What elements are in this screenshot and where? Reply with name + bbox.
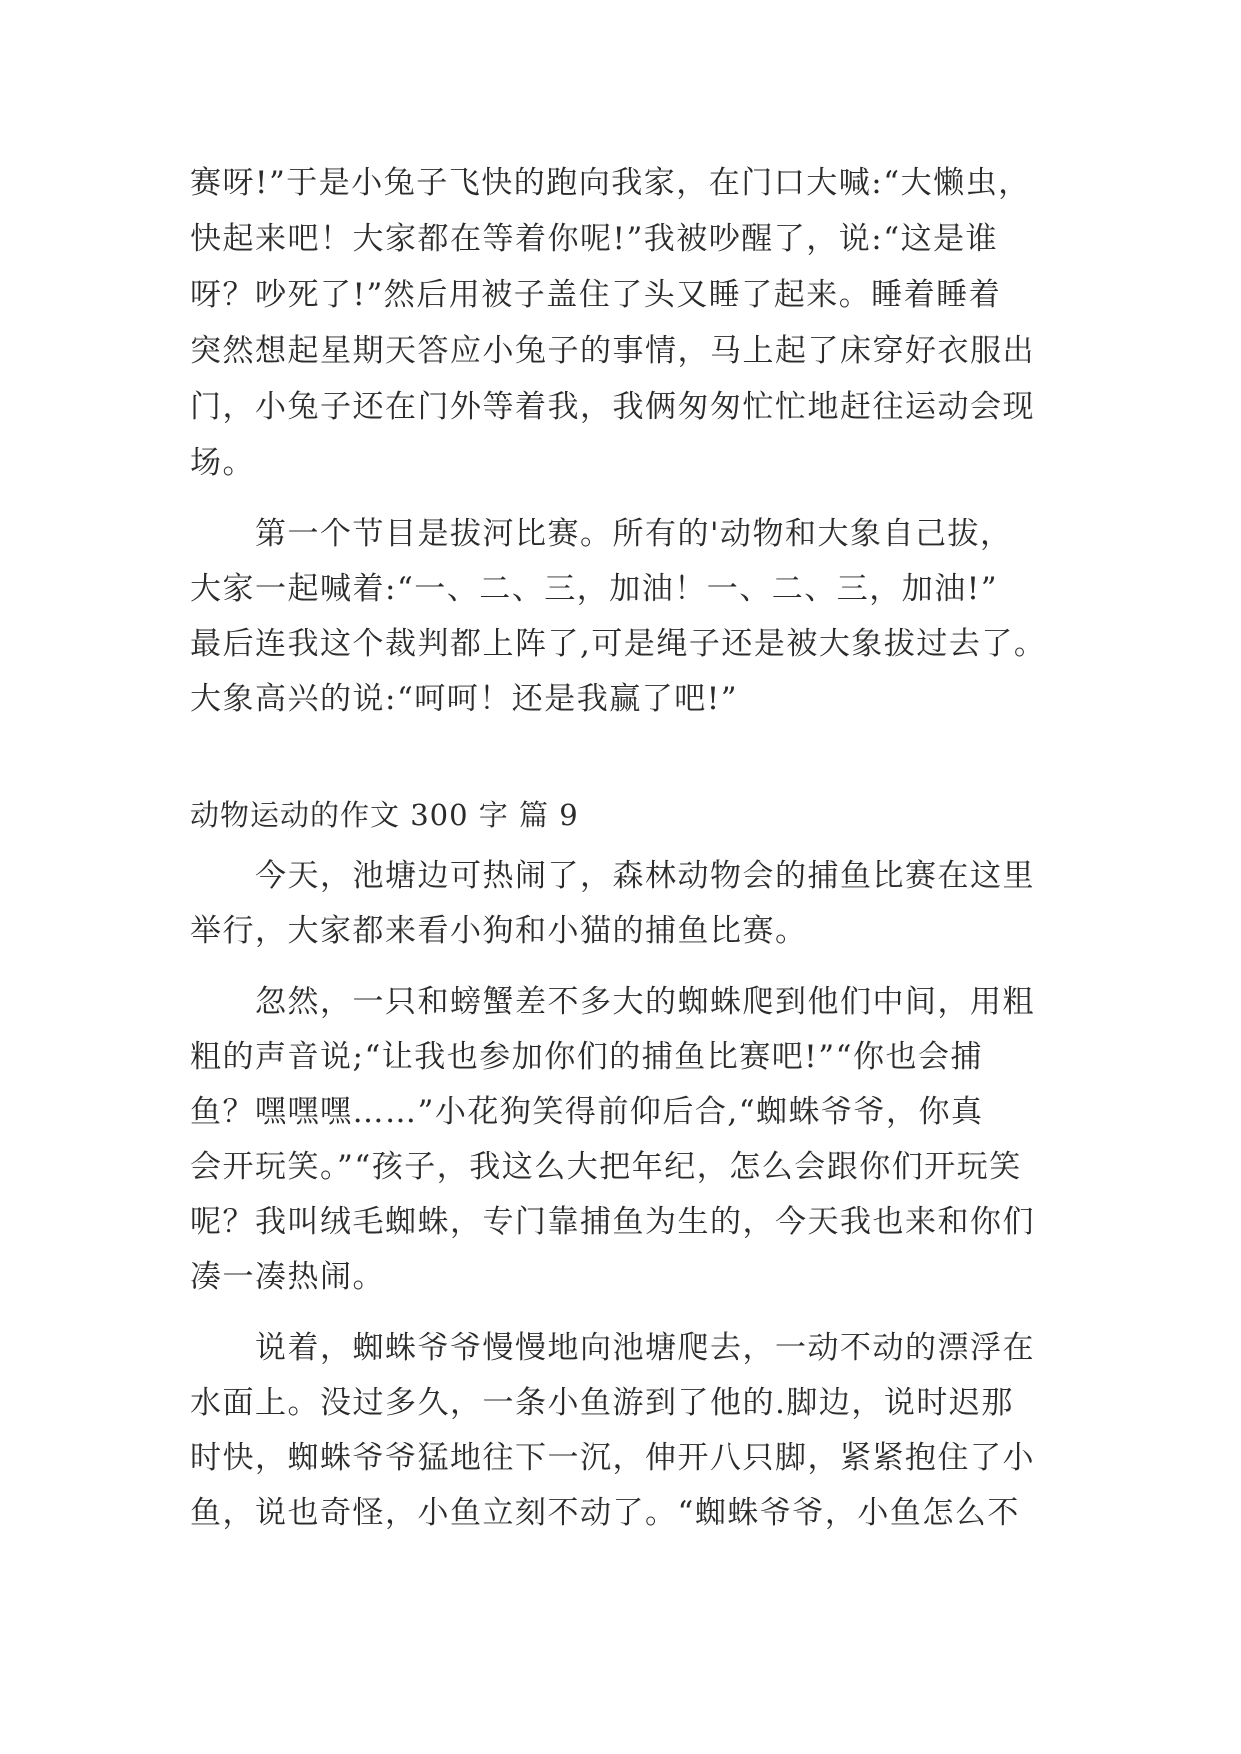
paragraph-start-line: 今天，池塘边可热闹了，森林动物会的捕鱼比赛在这里 <box>190 858 1035 894</box>
paragraph-start-line: 第一个节目是拔河比赛。所有的'动物和大象自己拔， <box>190 516 1013 552</box>
text-line: 最后连我这个裁判都上阵了,可是绳子还是被大象拔过去了。 <box>190 626 1047 662</box>
text-line: 鱼，说也奇怪，小鱼立刻不动了。“蜘蛛爷爷，小鱼怎么不 <box>190 1495 1020 1531</box>
text-line: 大象高兴的说:“呵呵！还是我赢了吧!” <box>190 681 739 717</box>
text-line: 粗的声音说;“让我也参加你们的捕鱼比赛吧!”“你也会捕 <box>190 1039 983 1075</box>
text-line: 快起来吧！大家都在等着你呢!”我被吵醒了，说:“这是谁 <box>190 221 999 257</box>
paragraph-start-line: 忽然，一只和螃蟹差不多大的蜘蛛爬到他们中间，用粗 <box>190 984 1035 1020</box>
text-line: 场。 <box>190 445 255 481</box>
section-heading: 动物运动的作文 300 字 篇 9 <box>190 798 579 832</box>
text-line: 呀？吵死了!”然后用被子盖住了头又睡了起来。睡着睡着 <box>190 277 1002 313</box>
text-line: 赛呀!”于是小兔子飞快的跑向我家，在门口大喊:“大懒虫， <box>190 165 1031 201</box>
text-line: 举行，大家都来看小狗和小猫的捕鱼比赛。 <box>190 913 808 949</box>
text-line: 鱼？嘿嘿嘿……”小花狗笑得前仰后合,“蜘蛛爷爷，你真 <box>190 1094 984 1130</box>
text-line: 时快，蜘蛛爷爷猛地往下一沉，伸开八只脚，紧紧抱住了小 <box>190 1440 1035 1476</box>
text-line: 凑一凑热闹。 <box>190 1259 385 1295</box>
paragraph-start-line: 说着，蜘蛛爷爷慢慢地向池塘爬去，一动不动的漂浮在 <box>190 1330 1035 1366</box>
text-line: 呢？我叫绒毛蜘蛛，专门靠捕鱼为生的，今天我也来和你们 <box>190 1204 1035 1240</box>
text-line: 水面上。没过多久，一条小鱼游到了他的.脚边，说时迟那 <box>190 1385 1014 1421</box>
text-line: 会开玩笑。”“孩子，我这么大把年纪，怎么会跟你们开玩笑 <box>190 1149 1022 1185</box>
text-line: 大家一起喊着:“一、二、三，加油！一、二、三，加油!” <box>190 571 999 607</box>
text-line: 突然想起星期天答应小兔子的事情，马上起了床穿好衣服出 <box>190 333 1035 369</box>
text-line: 门，小兔子还在门外等着我，我俩匆匆忙忙地赶往运动会现 <box>190 389 1035 425</box>
